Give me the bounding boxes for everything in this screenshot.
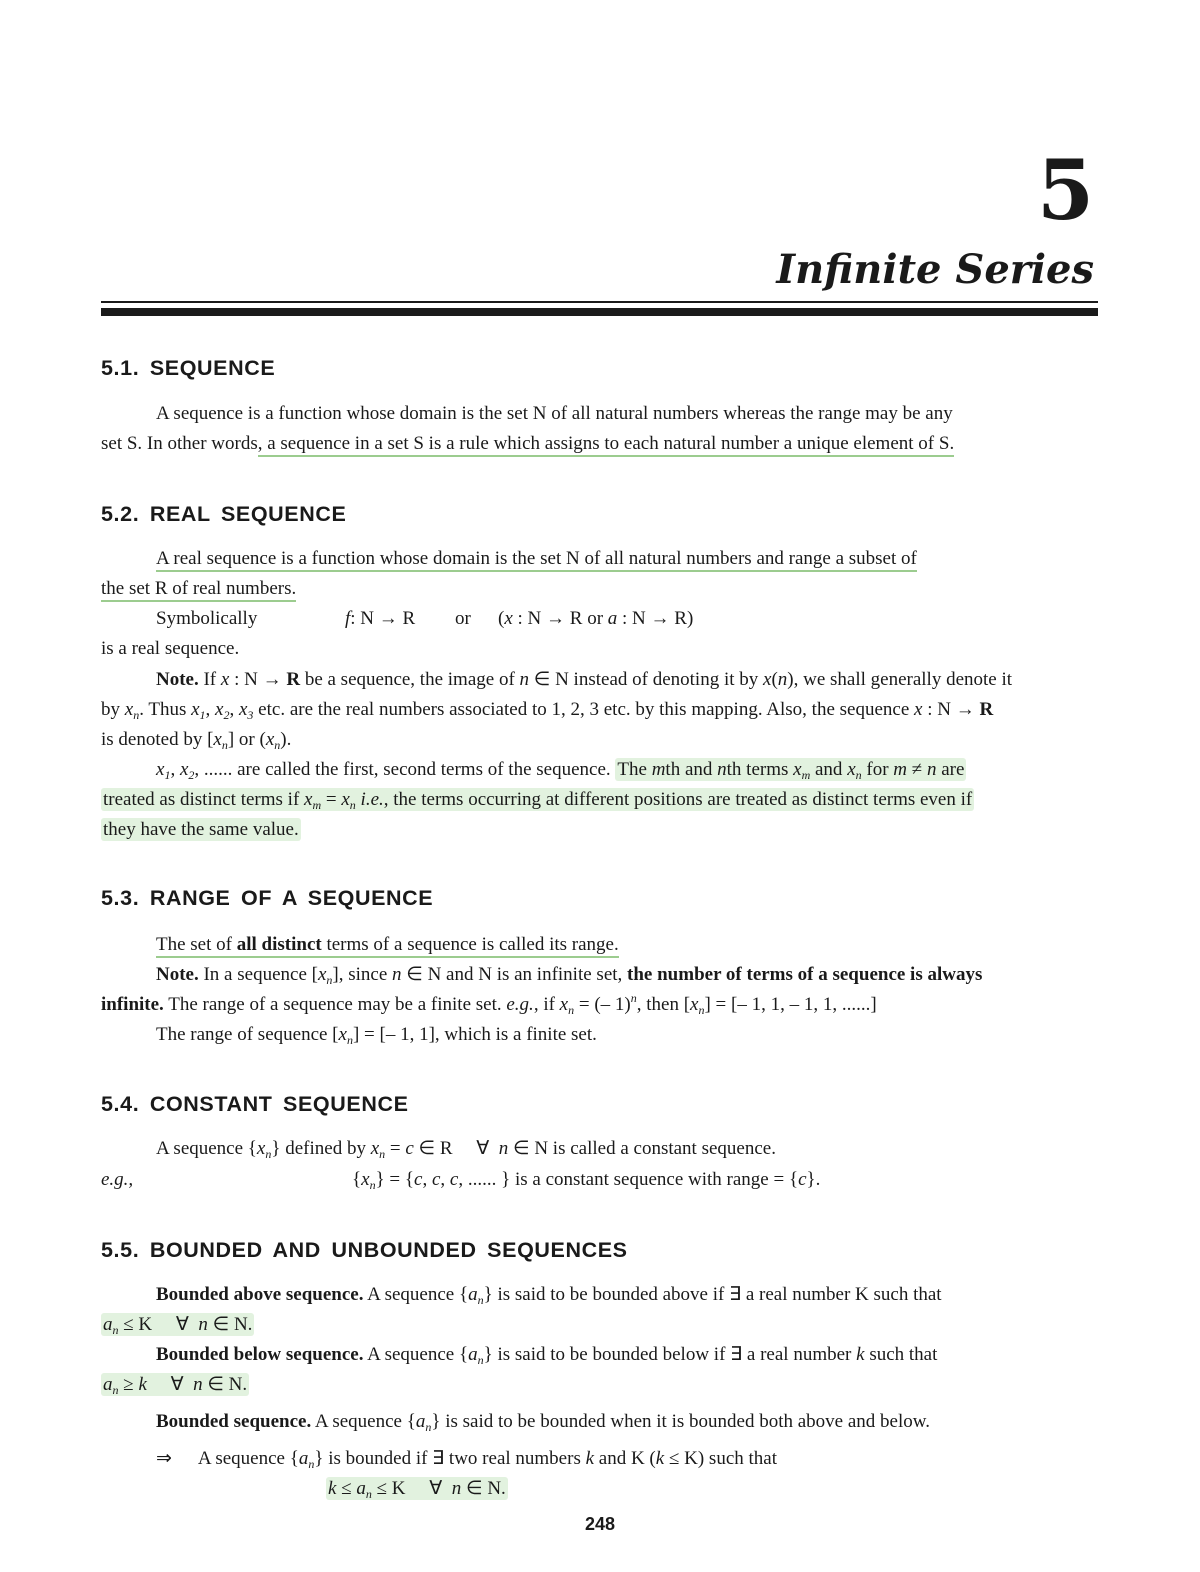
symbolic-formula: f: N → R (345, 608, 416, 629)
paragraph-line: set S. In other words, a sequence in a set S is a rule which assigns to each natural number a unique element of S. (101, 434, 954, 453)
paragraph-line: The range of sequence $[x_n]$ = [– 1, 1], which is a finite set. (156, 1024, 597, 1047)
section-heading-5-4: 5.4. CONSTANT SEQUENCE (101, 1092, 409, 1116)
example-formula: $\{x_n\} = \{c$, c, c, ...... } is a constant sequence with range = {c}. (352, 1169, 821, 1192)
note-line: infinite. The range of a sequence may be a finite set. e.g., if $x_n$ = (– 1)$^n$, then $[x_n]$ = [– 1, 1, – 1, 1, ......] (101, 991, 877, 1017)
condition-line (101, 1374, 249, 1397)
paragraph-line (101, 789, 974, 812)
highlight-underline: The set of all distinct terms of a sequence is called its range. (156, 934, 619, 958)
paragraph-line: is a real sequence. (101, 638, 240, 659)
paragraph-line: $x_1$, $x_2$, ...... are called the first, second terms of the sequence. The mth and nth terms $x_m$ and $x_n$ for m ≠ n are (156, 759, 965, 782)
section-heading-5-1: 5.1. SEQUENCE (101, 356, 276, 380)
page-number: 248 (584, 1514, 616, 1534)
implication-line: ⇒ A sequence $\{a_n\}$ is bounded if ∃ two real numbers k and K (k ≤ K) such that (156, 1448, 777, 1471)
highlight-box: $k \le a_n \le K$ ∀ n ∈ N. (328, 1478, 506, 1501)
paragraph-line (101, 579, 296, 598)
highlight-underline: , a sequence in a set S is a rule which assigns to each natural number a unique element of S. (258, 433, 954, 457)
implies-arrow-icon: ⇒ (156, 1448, 172, 1469)
example-line: e.g., (101, 1169, 134, 1190)
highlight-box: $a_n \ge k$ ∀ n ∈ N. (103, 1374, 248, 1397)
highlight-box: The mth and nth terms $x_m$ and $x_n$ for m ≠ n are (617, 759, 965, 782)
section-heading-5-5: 5.5. BOUNDED AND UNBOUNDED SEQUENCES (101, 1238, 628, 1262)
chapter-rule-thick (101, 308, 1098, 316)
definition-line: Bounded below sequence. A sequence $\{a_n\}$ is said to be bounded below if ∃ a real number k such that (156, 1344, 938, 1367)
note-line: is denoted by $[x_n]$ or $(x_n)$. (101, 729, 292, 752)
highlight-box: they have the same value. (103, 819, 299, 840)
note-line: Note. In a sequence $[x_n]$, since n ∈ N and N is an infinite set, the number of terms of a sequence is always (156, 964, 983, 987)
paragraph-line: A sequence is a function whose domain is the set N of all natural numbers whereas the range may be any (156, 403, 953, 424)
highlight-underline: the set R of real numbers. (101, 578, 296, 602)
chapter-rule-thin (101, 301, 1098, 303)
definition-line: Bounded sequence. A sequence $\{a_n\}$ is said to be bounded when it is bounded both above and below. (156, 1411, 930, 1434)
paragraph-line (156, 549, 917, 568)
highlight-box: treated as distinct terms if $x_m = x_n$ i.e., the terms occurring at different positions are treated as distinct terms even if (103, 789, 973, 812)
paragraph-line (101, 820, 301, 839)
symbolic-formula-alt: (x : N → R or a : N → R) (498, 608, 694, 629)
highlight-box: $a_n \le K$ ∀ n ∈ N. (103, 1314, 253, 1337)
chapter-number: 5 (1036, 143, 1094, 239)
section-heading-5-3: 5.3. RANGE OF A SEQUENCE (101, 886, 434, 910)
condition-line (326, 1478, 508, 1501)
paragraph-line: A sequence $\{x_n\}$ defined by $x_n = c$ ∈ R ∀ n ∈ N is called a constant sequence. (156, 1138, 776, 1161)
section-heading-5-2: 5.2. REAL SEQUENCE (101, 502, 347, 526)
condition-line (101, 1314, 254, 1337)
note-line: by $x_n$. Thus $x_1$, $x_2$, $x_3$ etc. are the real numbers associated to 1, 2, 3 etc. by this mapping. Also, the sequence x : N → R (101, 699, 994, 722)
chapter-title: Infinite Series (776, 246, 1094, 293)
definition-line: Bounded above sequence. A sequence $\{a_n\}$ is said to be bounded above if ∃ a real number K such that (156, 1284, 942, 1307)
note-line: Note. If x : N → R be a sequence, the image of n ∈ N instead of denoting it by x(n), we shall generally denote it (156, 669, 1013, 690)
symbolic-line: Symbolically f: N → R or (x : N → R or a : N → R) (156, 608, 694, 629)
paragraph-line (156, 935, 619, 954)
highlight-underline: A real sequence is a function whose domain is the set N of all natural numbers and range a subset of (156, 548, 917, 572)
